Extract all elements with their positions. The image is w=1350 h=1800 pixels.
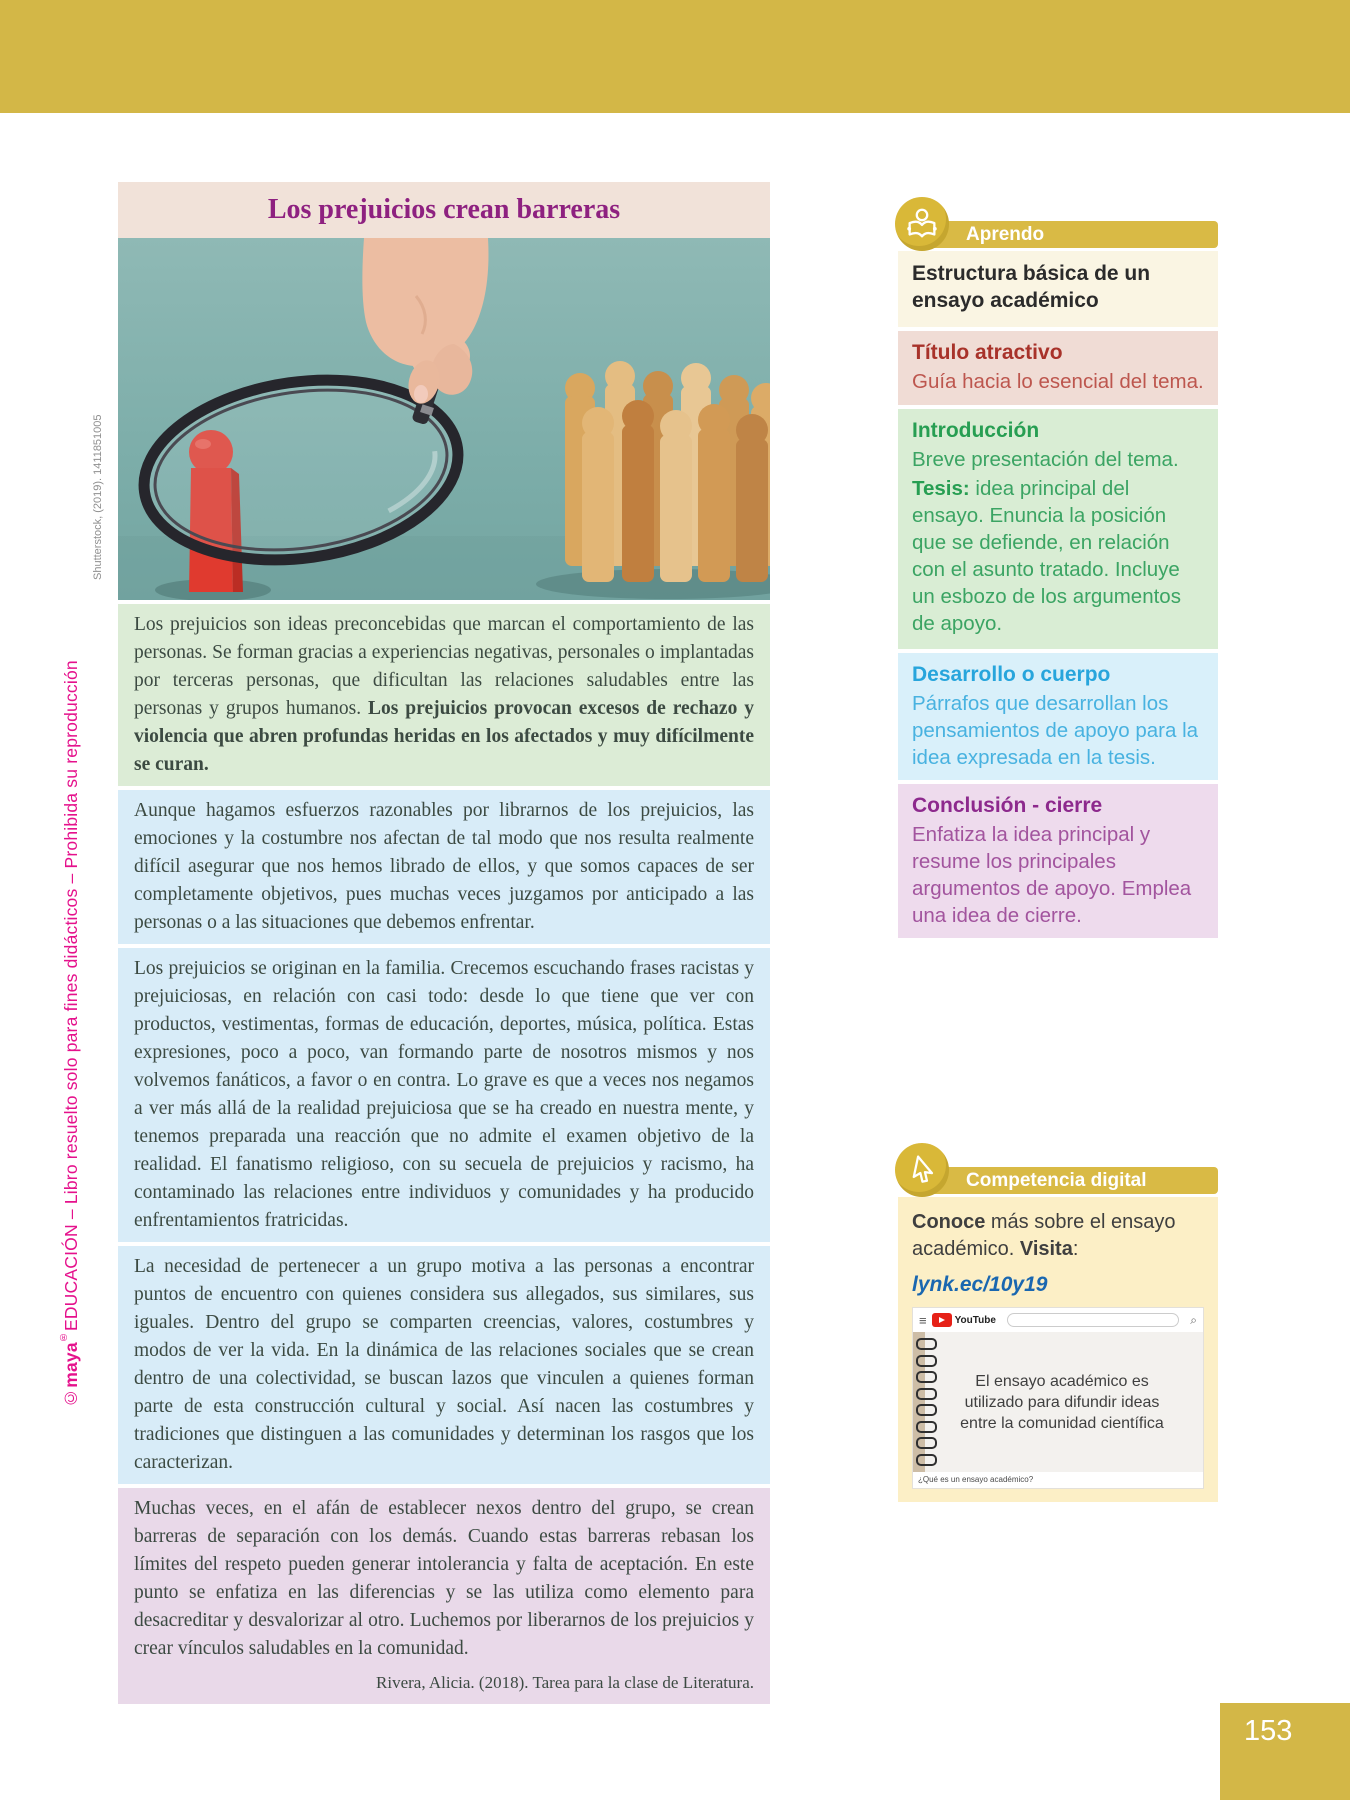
section-body: Enfatiza la idea principal y resume los principales argumentos de apoyo. Emplea una idea de cierre. xyxy=(912,823,1192,927)
youtube-search-box xyxy=(1007,1313,1179,1327)
competencia-header: Competencia digital xyxy=(922,1167,1218,1194)
reader-icon xyxy=(903,205,941,243)
paragraph-2: Aunque hagamos esfuerzos razonables por librarnos de los prejuicios, las emociones y la costumbre nos afectan de tal modo que nos resulta realmente difícil asegurar que nos hemos librado de ellos, y que somos capaces de ser completamente objetivos, pues muchas veces juzgamos por anticipado a las personas o a las situaciones que debemos enfrentar. xyxy=(118,790,770,944)
section-conclusion xyxy=(898,784,1218,938)
competencia-digital-panel xyxy=(898,1143,1218,1502)
competencia-lead xyxy=(912,1209,1204,1263)
section-desarrollo xyxy=(898,653,1218,780)
paragraph-4: La necesidad de pertenecer a un grupo motiva a las personas a encontrar puntos de encuentro con quienes considera sus allegados, sus similares, sus iguales. Dentro del grupo se comparten creencias, valores, costumbres y modos de ver la vida. En la dinámica de las relaciones sociales que se crean dentro de una colectividad, se buscan lazos que vinculen a quienes forman parte de esta construcción cultural y social. Así nacen las costumbres y tradiciones que distinguen a las comunidades y determinan los rasgos que los caracterizan. xyxy=(118,1246,770,1484)
video-thumbnail xyxy=(912,1307,1204,1489)
article-title-bar xyxy=(118,182,770,238)
youtube-logo xyxy=(932,1313,996,1327)
search-icon: ⌕ xyxy=(1190,1313,1197,1327)
tesis-text: idea principal del ensayo. Enuncia la posición que se defiende, en relación con el asunto tratado. Incluye un esbozo de los argumentos de apoyo. xyxy=(912,477,1181,635)
aprendo-header: Aprendo xyxy=(922,221,1218,248)
page-number: 153 xyxy=(1244,1715,1293,1747)
menu-icon: ≡ xyxy=(919,1312,927,1328)
photo-credit: Shutterstock, (2019). 1411851005 xyxy=(92,414,104,580)
youtube-chrome-bar xyxy=(913,1308,1203,1332)
paragraph-1-text: Los prejuicios son ideas preconcebidas que marcan el comportamiento de las personas. Se forman gracias a experiencias negativas, personales o implantadas por terceras personas, que dificultan las relaciones saludables entre las personas y grupos humanos. xyxy=(134,614,754,719)
aprendo-badge xyxy=(895,197,949,251)
section-title: Conclusión - cierre xyxy=(912,794,1103,817)
paragraph-3: Los prejuicios se originan en la familia. Crecemos escuchando frases racistas y prejuiciosas, en relación con casi todo: desde lo que tiene que ver con productos, vestimentas, formas de educación, deportes, música, política. Estas expresiones, poco a poco, van formando parte de nosotros mismos y nos volvemos fanáticos, a favor o en contra. Lo grave es que a veces nos negamos a ver más allá de la realidad prejuiciosa que se ha creado en nuestra mente, y tenemos preparada una reacción que no admite el examen objetivo de la realidad. El fanatismo religioso, con su secuela de prejuicios y racismo, ha contaminado las relaciones entre individuos y comunidades y ha producido enfrentamientos fratricidas. xyxy=(118,948,770,1242)
article xyxy=(118,182,770,1704)
section-body: Guía hacia lo esencial del tema. xyxy=(912,370,1204,393)
competencia-body xyxy=(898,1197,1218,1502)
article-citation: Rivera, Alicia. (2018). Tarea para la clase de Literatura. xyxy=(376,1673,754,1692)
video-caption: ¿Qué es un ensayo académico? xyxy=(918,1475,1034,1484)
magnifier-over-figure-illustration xyxy=(118,238,770,600)
notebook-image xyxy=(913,1332,1203,1472)
publisher-text: EDUCACIÓN – Libro resuelto solo para fines didácticos – Prohibida su reproducción xyxy=(60,660,81,1332)
top-gold-band xyxy=(0,0,1350,113)
aprendo-panel-head xyxy=(898,197,1218,247)
section-title: Introducción xyxy=(912,419,1040,442)
section-title: Desarrollo o cuerpo xyxy=(912,663,1111,686)
lead-text: más sobre el ensayo académico. xyxy=(912,1211,1176,1260)
page-number-block xyxy=(1220,1703,1350,1800)
essay-structure-intro xyxy=(898,251,1218,327)
youtube-wordmark: YouTube xyxy=(954,1314,996,1326)
lead-colon: : xyxy=(1072,1238,1079,1260)
article-title: Los prejuicios crean barreras xyxy=(267,194,621,225)
publisher-registered-mark: ® xyxy=(58,1331,69,1343)
publisher-brand: maya xyxy=(60,1342,81,1388)
publisher-copyright: © xyxy=(60,1387,81,1408)
paragraph-1 xyxy=(118,604,770,786)
cursor-icon xyxy=(905,1153,939,1187)
section-introduccion xyxy=(898,409,1218,649)
competencia-badge xyxy=(895,1143,949,1197)
competencia-panel-head xyxy=(898,1143,1218,1193)
paragraph-5-text: Muchas veces, en el afán de establecer nexos dentro del grupo, se crean barreras de separación con los demás. Cuando estas barreras rebasan los límites del respeto pueden generar intolerancia y falta de aceptación. En este punto se enfatiza en las diferencias y se las utiliza como elemento para desacreditar y desvalorizar al otro. Luchemos por liberarnos de los prejuicios y crear vínculos saludables en la comunidad. xyxy=(134,1498,754,1659)
section-titulo-atractivo xyxy=(898,331,1218,405)
competencia-link[interactable]: lynk.ec/10y19 xyxy=(912,1273,1048,1296)
publisher-vertical-credit xyxy=(58,408,92,1408)
video-board-text: El ensayo académico es utilizado para difundir ideas entre la comunidad científica xyxy=(960,1372,1164,1432)
paragraph-1-bold: Los prejuicios provocan excesos de rechazo y violencia que abren profundas heridas en los afectados y muy difícilmente se curan. xyxy=(134,698,755,775)
aprendo-panel xyxy=(898,197,1218,938)
youtube-play-icon xyxy=(932,1313,952,1327)
section-body: Breve presentación del tema. xyxy=(912,448,1179,471)
paragraph-5 xyxy=(118,1488,770,1704)
notebook-spiral xyxy=(916,1338,937,1466)
tesis-label: Tesis: xyxy=(912,477,970,500)
conoce-label: Conoce xyxy=(912,1211,986,1233)
section-title: Título atractivo xyxy=(912,341,1063,364)
visita-label: Visita xyxy=(1019,1238,1073,1260)
section-body: Párrafos que desarrollan los pensamientos de apoyo para la idea expresada en la tesis. xyxy=(912,692,1199,769)
essay-structure-title: Estructura básica de un ensayo académico xyxy=(912,262,1151,312)
article-photo xyxy=(118,238,770,600)
section-body-tesis xyxy=(912,475,1204,637)
